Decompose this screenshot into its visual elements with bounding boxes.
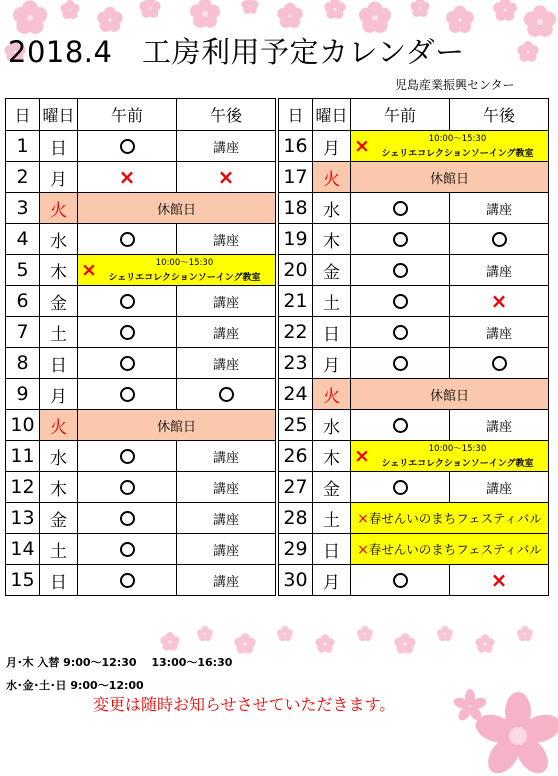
circle-mark — [120, 356, 135, 371]
schedule-label: 講座 — [212, 326, 239, 342]
cross-mark: × — [490, 288, 508, 313]
schedule-label: 講座 — [212, 543, 239, 559]
circle-mark — [393, 232, 408, 247]
weekday: 月 — [40, 379, 78, 410]
day-number: 5 — [6, 255, 40, 286]
am-cell — [78, 379, 177, 410]
cross-mark: × — [81, 259, 97, 281]
day-number: 17 — [279, 162, 313, 193]
table-row — [6, 534, 276, 565]
weekday: 月 — [313, 348, 351, 379]
circle-mark — [393, 325, 408, 340]
event-name: シェリエコレクションソーイング教室 — [381, 149, 534, 159]
pm-cell — [450, 255, 549, 286]
table-row — [6, 162, 276, 193]
am-cell — [351, 565, 450, 596]
am-cell — [78, 441, 177, 472]
weekday: 木 — [40, 472, 78, 503]
table-row — [279, 255, 549, 286]
header-day: 日 — [279, 99, 313, 131]
am-cell — [78, 472, 177, 503]
event-time: 10:00～15:30 — [428, 134, 487, 144]
table-row — [6, 441, 276, 472]
circle-mark — [492, 232, 507, 247]
weekday: 木 — [313, 224, 351, 255]
schedule-label: 講座 — [212, 574, 239, 590]
am-cell — [351, 255, 450, 286]
cross-mark: × — [357, 511, 369, 527]
weekday: 金 — [40, 286, 78, 317]
cross-mark: × — [357, 542, 369, 558]
table-row — [279, 565, 549, 596]
cherry-blossom-decoration — [448, 666, 558, 776]
day-number: 26 — [279, 441, 313, 472]
circle-mark — [120, 294, 135, 309]
closed-day-cell: 休館日 — [351, 162, 549, 193]
table-row — [279, 224, 549, 255]
pm-cell — [177, 317, 276, 348]
table-header — [279, 99, 549, 131]
table-row — [279, 472, 549, 503]
circle-mark — [120, 511, 135, 526]
weekday: 日 — [313, 317, 351, 348]
weekday: 土 — [313, 286, 351, 317]
schedule-label: 講座 — [212, 233, 239, 249]
table-row — [279, 503, 549, 534]
table-row — [6, 348, 276, 379]
hours-wed-fri-sat-sun: 水･金･土･日 9:00～12:00 — [6, 679, 144, 692]
pm-cell — [450, 317, 549, 348]
day-number: 1 — [6, 131, 40, 162]
event-time: 10:00～15:30 — [155, 258, 214, 268]
table-row — [6, 317, 276, 348]
pm-cell — [177, 472, 276, 503]
weekday: 水 — [313, 410, 351, 441]
am-cell — [78, 162, 177, 193]
event-cell — [78, 255, 276, 286]
header-weekday: 曜日 — [40, 99, 78, 131]
pm-cell — [177, 503, 276, 534]
day-number: 13 — [6, 503, 40, 534]
circle-mark — [393, 201, 408, 216]
circle-mark — [393, 263, 408, 278]
schedule-label: 講座 — [212, 295, 239, 311]
day-number: 14 — [6, 534, 40, 565]
am-cell — [78, 503, 177, 534]
weekday: 土 — [40, 534, 78, 565]
am-cell — [78, 348, 177, 379]
pm-cell — [450, 472, 549, 503]
day-number: 28 — [279, 503, 313, 534]
weekday: 火 — [40, 193, 78, 224]
circle-mark — [393, 294, 408, 309]
day-number: 21 — [279, 286, 313, 317]
table-row — [6, 379, 276, 410]
pm-cell — [177, 348, 276, 379]
weekday: 日 — [40, 565, 78, 596]
schedule-label: 講座 — [212, 140, 239, 156]
day-number: 19 — [279, 224, 313, 255]
closed-day-cell: 休館日 — [78, 193, 276, 224]
cross-mark: × — [354, 135, 370, 157]
calendar-table-right — [278, 98, 549, 596]
weekday: 日 — [40, 348, 78, 379]
pm-cell — [177, 224, 276, 255]
day-number: 27 — [279, 472, 313, 503]
event-cell — [351, 131, 549, 162]
schedule-label: 講座 — [485, 202, 512, 218]
pm-cell — [177, 131, 276, 162]
table-row — [279, 379, 549, 410]
pm-cell — [177, 286, 276, 317]
table-row — [279, 162, 549, 193]
event-name: シェリエコレクションソーイング教室 — [108, 273, 261, 283]
day-number: 7 — [6, 317, 40, 348]
day-number: 20 — [279, 255, 313, 286]
header-am: 午前 — [78, 99, 177, 131]
weekday: 日 — [313, 534, 351, 565]
am-cell — [78, 565, 177, 596]
am-cell — [351, 317, 450, 348]
weekday: 金 — [313, 255, 351, 286]
circle-mark — [393, 480, 408, 495]
day-number: 6 — [6, 286, 40, 317]
table-row — [6, 565, 276, 596]
header-day: 日 — [6, 99, 40, 131]
table-row — [6, 503, 276, 534]
am-cell — [351, 410, 450, 441]
circle-mark — [393, 356, 408, 371]
day-number: 11 — [6, 441, 40, 472]
am-cell — [78, 534, 177, 565]
pm-cell — [177, 565, 276, 596]
pm-cell — [177, 441, 276, 472]
weekday: 日 — [40, 131, 78, 162]
table-row — [279, 441, 549, 472]
day-number: 2 — [6, 162, 40, 193]
am-cell — [78, 317, 177, 348]
header-weekday: 曜日 — [313, 99, 351, 131]
schedule-label: 講座 — [212, 357, 239, 373]
table-row — [279, 534, 549, 565]
table-row — [279, 317, 549, 348]
weekday: 水 — [313, 193, 351, 224]
table-row — [6, 410, 276, 441]
day-number: 22 — [279, 317, 313, 348]
organization-name: 児島産業振興センター — [395, 78, 515, 92]
am-cell — [351, 348, 450, 379]
day-number: 29 — [279, 534, 313, 565]
festival-name: 春せんいのまちフェスティバル — [368, 511, 542, 526]
pm-cell — [177, 379, 276, 410]
day-number: 25 — [279, 410, 313, 441]
change-notice: 変更は随時お知らせさせていただきます。 — [93, 695, 396, 714]
weekday: 金 — [313, 472, 351, 503]
table-row — [279, 286, 549, 317]
circle-mark — [393, 418, 408, 433]
cross-mark: × — [118, 164, 136, 189]
page-title: 2018.4 工房利用予定カレンダー — [8, 35, 465, 69]
day-number: 8 — [6, 348, 40, 379]
weekday: 金 — [40, 503, 78, 534]
circle-mark — [219, 387, 234, 402]
day-number: 16 — [279, 131, 313, 162]
pm-cell — [450, 348, 549, 379]
table-row — [6, 193, 276, 224]
weekday: 火 — [313, 379, 351, 410]
schedule-label: 講座 — [212, 481, 239, 497]
day-number: 3 — [6, 193, 40, 224]
header-am: 午前 — [351, 99, 450, 131]
circle-mark — [120, 139, 135, 154]
am-cell — [78, 131, 177, 162]
event-name: シェリエコレクションソーイング教室 — [381, 459, 534, 469]
cross-mark: × — [490, 567, 508, 592]
am-cell — [351, 224, 450, 255]
weekday: 月 — [313, 565, 351, 596]
schedule-label: 講座 — [212, 512, 239, 528]
pm-cell — [450, 224, 549, 255]
table-row — [279, 410, 549, 441]
day-number: 15 — [6, 565, 40, 596]
day-number: 24 — [279, 379, 313, 410]
weekday: 木 — [40, 255, 78, 286]
circle-mark — [120, 480, 135, 495]
schedule-label: 講座 — [485, 481, 512, 497]
closed-day-cell: 休館日 — [78, 410, 276, 441]
table-row — [279, 131, 549, 162]
am-cell — [78, 286, 177, 317]
weekday: 月 — [313, 131, 351, 162]
event-cell — [351, 441, 549, 472]
weekday: 水 — [40, 441, 78, 472]
weekday: 火 — [40, 410, 78, 441]
schedule-label: 講座 — [212, 450, 239, 466]
am-cell — [351, 286, 450, 317]
calendar-table-left — [5, 98, 276, 596]
pm-cell — [450, 286, 549, 317]
pm-cell — [177, 534, 276, 565]
table-row — [6, 286, 276, 317]
event-time: 10:00～15:30 — [428, 444, 487, 454]
day-number: 10 — [6, 410, 40, 441]
schedule-label: 講座 — [485, 264, 512, 280]
festival-cell — [351, 503, 549, 534]
pm-cell — [450, 565, 549, 596]
circle-mark — [120, 325, 135, 340]
schedule-label: 講座 — [485, 326, 512, 342]
circle-mark — [120, 542, 135, 557]
am-cell — [78, 224, 177, 255]
weekday: 火 — [313, 162, 351, 193]
table-header — [6, 99, 276, 131]
am-cell — [351, 193, 450, 224]
circle-mark — [393, 573, 408, 588]
weekday: 水 — [40, 224, 78, 255]
table-row — [6, 131, 276, 162]
table-row — [6, 255, 276, 286]
cross-mark: × — [217, 164, 235, 189]
circle-mark — [492, 356, 507, 371]
circle-mark — [120, 232, 135, 247]
day-number: 12 — [6, 472, 40, 503]
weekday: 土 — [40, 317, 78, 348]
header-pm: 午後 — [177, 99, 276, 131]
circle-mark — [120, 573, 135, 588]
day-number: 18 — [279, 193, 313, 224]
pm-cell — [177, 162, 276, 193]
festival-cell — [351, 534, 549, 565]
pm-cell — [450, 410, 549, 441]
header-pm: 午後 — [450, 99, 549, 131]
day-number: 23 — [279, 348, 313, 379]
cross-mark: × — [354, 445, 370, 467]
table-row — [279, 348, 549, 379]
hours-mon-thu: 月･木 入替 9:00～12:30 13:00～16:30 — [6, 656, 233, 669]
pm-cell — [450, 193, 549, 224]
weekday: 土 — [313, 503, 351, 534]
table-row — [6, 224, 276, 255]
weekday: 木 — [313, 441, 351, 472]
table-row — [6, 472, 276, 503]
day-number: 9 — [6, 379, 40, 410]
festival-name: 春せんいのまちフェスティバル — [368, 542, 542, 557]
day-number: 30 — [279, 565, 313, 596]
schedule-label: 講座 — [485, 419, 512, 435]
weekday: 月 — [40, 162, 78, 193]
am-cell — [351, 472, 450, 503]
closed-day-cell: 休館日 — [351, 379, 549, 410]
table-row — [279, 193, 549, 224]
day-number: 4 — [6, 224, 40, 255]
circle-mark — [120, 449, 135, 464]
circle-mark — [120, 387, 135, 402]
